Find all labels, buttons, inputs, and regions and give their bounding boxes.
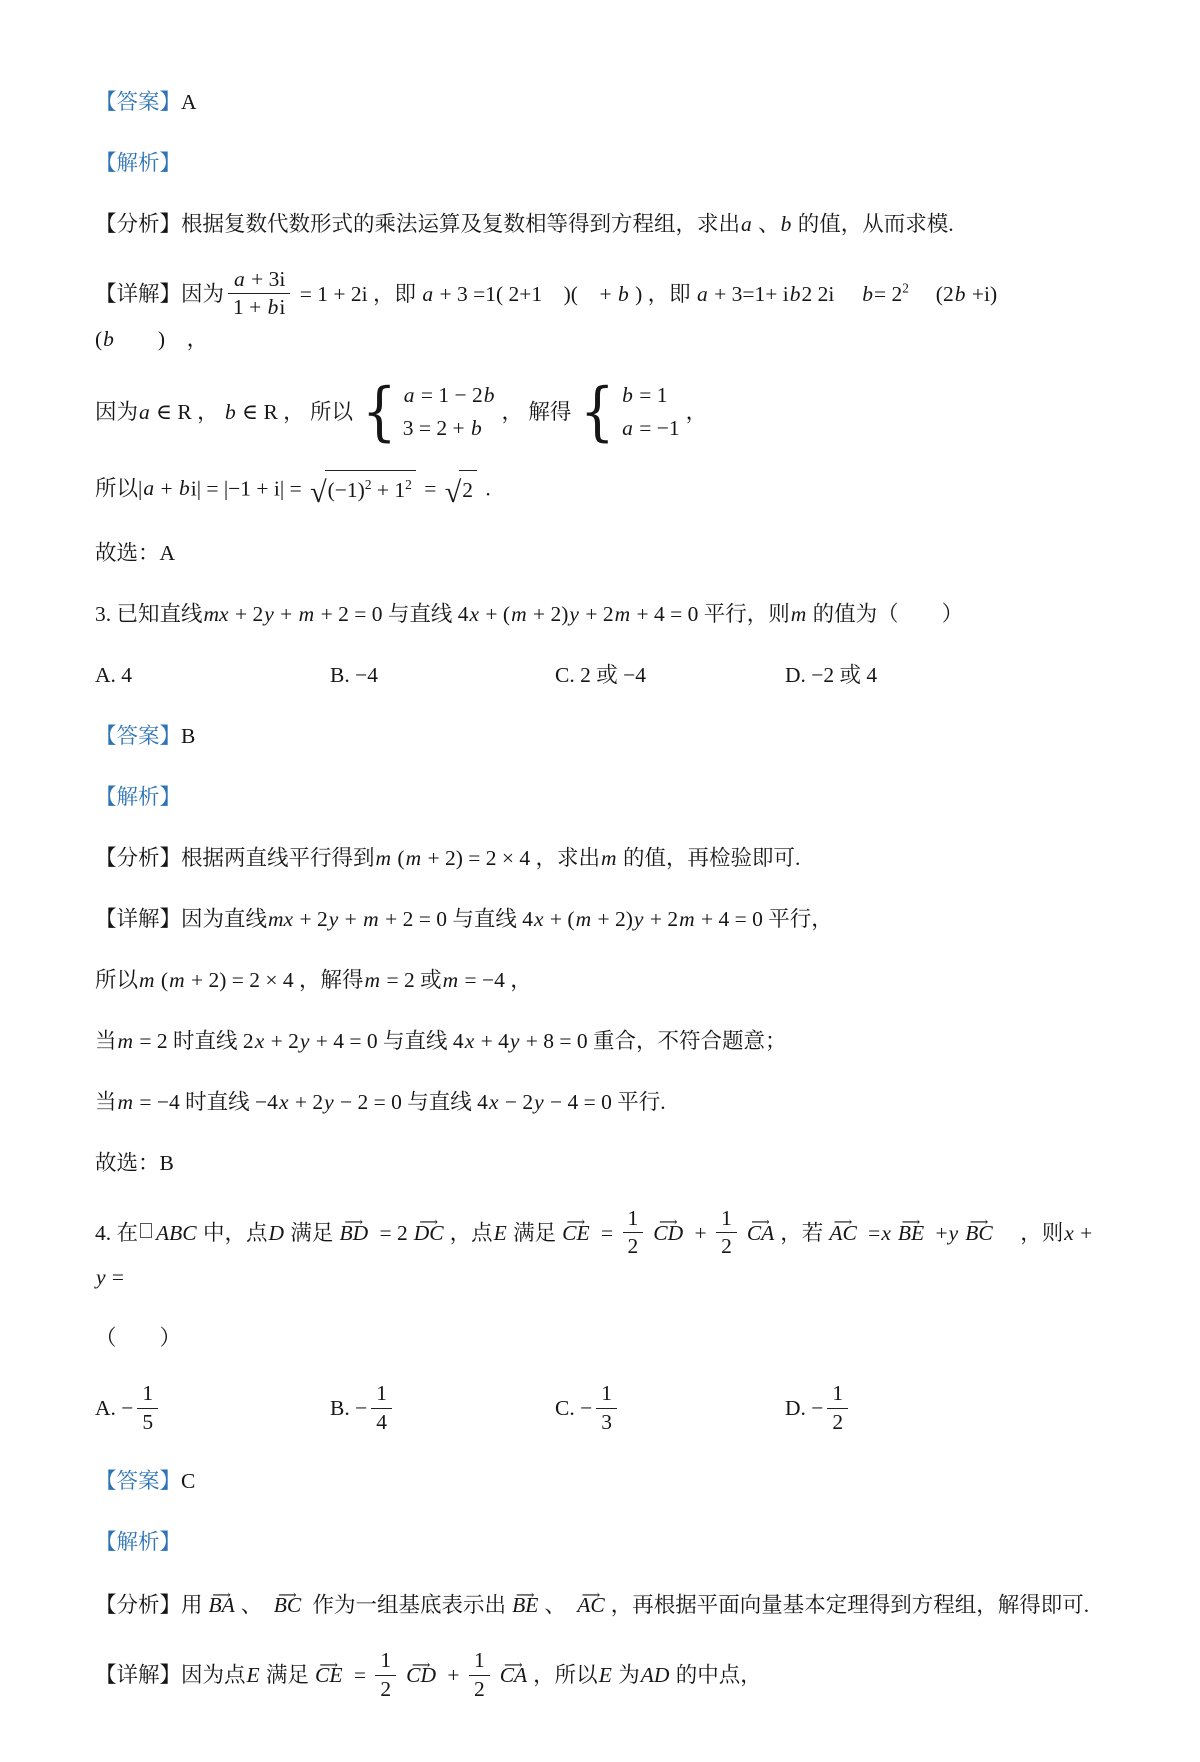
- text-run: 1: [721, 1205, 732, 1230]
- superscript: 2: [902, 280, 909, 296]
- fraction: [716, 1206, 737, 1260]
- math-variable: m: [575, 906, 592, 931]
- text-run: + 2: [265, 1028, 299, 1053]
- vector-CD: ⟶ CD: [404, 1659, 438, 1692]
- math-variable: a: [622, 416, 633, 441]
- math-variable: E: [493, 1220, 507, 1245]
- square-root: [310, 470, 416, 507]
- options-row: [95, 1383, 1108, 1437]
- math-variable: x: [881, 1220, 891, 1245]
- equation-row: [403, 415, 496, 441]
- vector-BE: ⟶ BE: [896, 1217, 926, 1250]
- text-run: 的值，从而求模.: [792, 212, 954, 236]
- text-run: =: [106, 1265, 125, 1290]
- text-run: 【详解】因为: [95, 281, 225, 306]
- text-run: 当: [95, 1028, 117, 1053]
- math-variable: y: [324, 1089, 334, 1114]
- solution-line: [95, 1147, 1108, 1180]
- text-run: 2 2i: [801, 281, 862, 306]
- math-variable: b: [225, 399, 236, 424]
- text-run: = 2 或: [381, 967, 442, 992]
- text-run: +: [274, 601, 298, 626]
- math-variable: x: [1064, 1220, 1074, 1245]
- text-run: 1: [627, 1205, 639, 1230]
- math-variable: y: [509, 1028, 520, 1053]
- math-variable: b: [178, 476, 190, 501]
- text-run: A: [181, 90, 197, 114]
- vector-DC: ⟶ DC: [412, 1217, 446, 1250]
- math-variable: ABC: [156, 1220, 197, 1245]
- fraction: [371, 1381, 392, 1435]
- text-run: ，再根据平面向量基本定理得到方程组，解得即可.: [610, 1593, 1090, 1618]
- math-variable: b: [471, 416, 482, 441]
- math-variable: m: [364, 967, 381, 992]
- math-variable: E: [598, 1662, 612, 1687]
- text-run: ，若: [780, 1220, 824, 1245]
- math-variable: AD: [640, 1662, 670, 1687]
- text-run: 、: [544, 1593, 572, 1618]
- text-run: + 3i: [245, 267, 286, 291]
- math-variable: x: [533, 906, 544, 931]
- fraction-numerator: [375, 1648, 396, 1675]
- text-run: i| = |−1 + i| =: [190, 476, 308, 501]
- solution-line: [95, 964, 1108, 997]
- text-run: 2: [721, 1234, 732, 1259]
- solution-line: [95, 1086, 1108, 1119]
- text-run: 的中点，: [670, 1662, 762, 1687]
- math-variable: m: [614, 601, 631, 626]
- radical-sign: √: [310, 474, 327, 509]
- text-run: + 2: [579, 601, 614, 626]
- equation-system-rows: [621, 382, 680, 441]
- text-run: +: [930, 1220, 948, 1245]
- text-run: 1: [832, 1381, 844, 1406]
- math-variable: b: [483, 383, 495, 408]
- option-cell: [785, 659, 1108, 692]
- text-run: i: [279, 295, 286, 320]
- text-run: C. −: [555, 1396, 593, 1421]
- text-run: 【分析】根据复数代数形式的乘法运算及复数相等得到方程组，求出: [95, 212, 741, 236]
- text-run: ∈ R ，: [150, 399, 225, 424]
- text-run: = −1: [633, 416, 680, 441]
- question-line: [95, 598, 1108, 631]
- text-run: + 4 = 0 与直线 4: [310, 1028, 464, 1053]
- math-variable: m: [298, 601, 315, 626]
- text-run: = 1: [633, 383, 668, 408]
- text-run: B. −: [330, 1396, 368, 1421]
- vector-CA: ⟶ CA: [498, 1659, 529, 1692]
- text-run: = 2: [374, 1220, 408, 1245]
- math-variable: a: [139, 399, 150, 424]
- option-cell: [95, 659, 330, 692]
- fraction-numerator: [371, 1381, 392, 1408]
- math-variable: mx: [203, 601, 229, 626]
- analysis-header: [95, 781, 1108, 814]
- text-run: =: [418, 476, 442, 501]
- fraction-denominator: [623, 1233, 644, 1259]
- math-variable: m: [511, 601, 527, 626]
- text-run: 4: [376, 1409, 387, 1434]
- text-run: + 2) = 2 × 4 ，解得: [185, 967, 364, 992]
- text-run: + 2): [527, 601, 569, 626]
- text-run: + 4 = 0 平行，: [695, 906, 833, 931]
- text-run: + 2 = 0 与直线 4: [315, 601, 469, 626]
- math-variable: x: [464, 1028, 475, 1053]
- text-run: (−1): [327, 477, 365, 502]
- solution-line: [95, 1587, 1108, 1622]
- text-run: 满足: [285, 1220, 334, 1245]
- text-run: 【详解】因为点: [95, 1662, 246, 1687]
- solution-line: [95, 374, 1108, 449]
- math-variable: x: [488, 1089, 499, 1114]
- text-run: 3: [601, 1409, 612, 1434]
- superscript: 2: [405, 476, 412, 492]
- text-run: +: [155, 476, 178, 501]
- text-run: + 2 = 0 与直线 4: [379, 906, 533, 931]
- math-variable: a: [741, 212, 752, 236]
- equation-row: [403, 382, 496, 408]
- math-variable: b: [103, 326, 114, 351]
- equation-system: [359, 374, 495, 449]
- fraction: [137, 1381, 158, 1435]
- text-run: + 2: [229, 601, 264, 626]
- analysis-header: [95, 1526, 1108, 1559]
- text-run: B. −4: [330, 662, 378, 687]
- math-variable: y: [534, 1089, 544, 1114]
- text-run: +: [1074, 1220, 1093, 1245]
- text-run: +: [339, 906, 363, 931]
- text-run: 2: [627, 1234, 639, 1259]
- text-run: = 1 − 2: [415, 383, 483, 408]
- vector-CA: ⟶ CA: [745, 1217, 776, 1250]
- fraction-denominator: [137, 1409, 158, 1435]
- text-run: =: [862, 1220, 881, 1245]
- text-run: 满足: [260, 1662, 310, 1687]
- fraction-denominator: [716, 1233, 737, 1259]
- math-variable: m: [117, 1028, 134, 1053]
- text-run: + (: [544, 906, 575, 931]
- text-run: = 1 + 2i ，即: [294, 281, 422, 306]
- text-run: D. −2 或 4: [785, 662, 878, 687]
- brace-glyph: {: [580, 374, 616, 449]
- math-variable: D: [268, 1220, 285, 1245]
- math-variable: m: [117, 1089, 134, 1114]
- text-run: 满足: [507, 1220, 557, 1245]
- math-variable: m: [679, 906, 695, 931]
- text-run: ，: [685, 399, 708, 424]
- math-variable: m: [363, 906, 379, 931]
- text-run: .: [479, 476, 491, 501]
- text-run: ，则: [998, 1220, 1064, 1245]
- fraction-numerator: [623, 1206, 644, 1233]
- math-variable: y: [299, 1028, 310, 1053]
- bracket-label: 【解析】: [95, 784, 182, 809]
- fraction: [228, 267, 290, 321]
- math-variable: a: [234, 267, 245, 291]
- text-run: 作为一组基底表示出: [307, 1593, 507, 1618]
- option-cell: [330, 1383, 555, 1437]
- text-run: （ ）: [95, 1326, 182, 1351]
- fraction-numerator: [596, 1381, 617, 1408]
- text-run: 因为: [95, 399, 139, 424]
- fraction: [596, 1381, 617, 1435]
- text-run: 3 = 2 +: [402, 416, 471, 441]
- math-variable: m: [601, 845, 617, 870]
- text-run: + 1: [371, 477, 406, 502]
- math-variable: y: [96, 1265, 106, 1290]
- text-run: ， 解得: [501, 399, 572, 424]
- text-run: 中，点: [197, 1220, 268, 1245]
- math-variable: a: [697, 281, 708, 306]
- text-run: C. 2 或 −4: [555, 662, 646, 687]
- text-run: =: [595, 1220, 619, 1245]
- text-run: 的值为（ ）: [807, 601, 964, 626]
- fraction-numerator: [228, 267, 290, 294]
- missing-glyph-box: [140, 1223, 152, 1238]
- solution-line: [95, 472, 1108, 509]
- text-run: + 4 = 0 平行，则: [631, 601, 790, 626]
- bracket-label: 【解析】: [95, 151, 182, 175]
- bracket-label: 【答案】: [95, 1469, 182, 1494]
- solution-line: [95, 269, 1108, 356]
- math-variable: m: [375, 845, 392, 870]
- solution-line: [95, 842, 1108, 875]
- fraction: [469, 1648, 490, 1702]
- text-run: 、: [240, 1593, 268, 1618]
- vector-CD: ⟶ CD: [651, 1217, 685, 1250]
- math-variable: m: [790, 601, 807, 626]
- vector-AC: ⟶ AC: [575, 1589, 606, 1622]
- fraction-numerator: [137, 1381, 158, 1408]
- equation-row: [621, 415, 680, 441]
- radicand: [459, 470, 477, 507]
- text-run: ) ，即: [629, 281, 697, 306]
- fraction-denominator: [371, 1409, 392, 1435]
- math-variable: b: [617, 281, 629, 306]
- text-run: + 2: [289, 1089, 324, 1114]
- text-run: B: [181, 723, 196, 748]
- text-run: 4. 在: [95, 1220, 139, 1245]
- text-run: 所以: [95, 476, 139, 501]
- text-run: 1: [142, 1381, 154, 1406]
- fraction-denominator: [827, 1409, 848, 1435]
- bracket-label: 【答案】: [95, 723, 182, 748]
- math-variable: y: [948, 1220, 959, 1245]
- equation-row: [621, 382, 680, 408]
- math-variable: y: [264, 601, 274, 626]
- text-run: 故选：A: [95, 540, 176, 565]
- math-variable: a: [403, 383, 415, 408]
- fraction-numerator: [716, 1206, 737, 1233]
- text-run: 、: [752, 212, 780, 236]
- option-cell: [330, 659, 555, 692]
- text-run: 故选：B: [95, 1150, 174, 1175]
- text-run: A. 4: [95, 662, 133, 687]
- text-run: 1: [376, 1381, 387, 1406]
- text-run: ) ，: [114, 326, 209, 351]
- text-run: + 4: [475, 1028, 509, 1053]
- vector-BC: ⟶ BC: [272, 1589, 303, 1622]
- options-row: [95, 659, 1108, 692]
- math-variable: m: [139, 967, 155, 992]
- math-variable: y: [569, 601, 579, 626]
- math-variable: mx: [268, 906, 294, 931]
- text-run: + 2) = 2 × 4 ，求出: [422, 845, 601, 870]
- fraction-denominator: [596, 1409, 617, 1435]
- text-run: 所以: [95, 967, 139, 992]
- math-variable: m: [169, 967, 185, 992]
- text-run: C: [181, 1469, 196, 1494]
- math-variable: x: [278, 1089, 289, 1114]
- text-run: 1: [380, 1648, 392, 1673]
- math-variable: x: [469, 601, 480, 626]
- solution-line: [95, 1650, 1108, 1704]
- analysis-header: [95, 147, 1108, 180]
- text-run: − 2 = 0 与直线 4: [334, 1089, 488, 1114]
- answer-line: [95, 720, 1108, 753]
- superscript: 2: [364, 476, 372, 492]
- vector-BC: ⟶ BC: [963, 1217, 994, 1250]
- math-variable: a: [143, 476, 155, 501]
- math-variable: b: [622, 383, 633, 408]
- text-run: − 4 = 0 平行.: [544, 1089, 666, 1114]
- solution-line: [95, 1322, 1108, 1355]
- text-run: 5: [142, 1409, 154, 1434]
- solution-line: [95, 208, 1108, 241]
- fraction: [623, 1206, 644, 1260]
- text-run: + 8 = 0 重合，不符合题意；: [520, 1028, 787, 1053]
- text-run: = 2: [873, 281, 903, 306]
- text-run: ，点: [449, 1220, 493, 1245]
- text-run: − 2: [499, 1089, 534, 1114]
- option-cell: [95, 1383, 330, 1437]
- text-run: 【分析】根据两直线平行得到: [95, 845, 375, 870]
- text-run: + 2: [644, 906, 679, 931]
- text-run: + 2: [294, 906, 328, 931]
- text-run: 1: [601, 1381, 612, 1406]
- fraction-denominator: [228, 294, 290, 320]
- vector-CE: ⟶ CE: [560, 1217, 591, 1250]
- text-run: + 3=1+ i: [708, 281, 789, 306]
- text-run: + (: [480, 601, 511, 626]
- text-run: +: [689, 1220, 713, 1245]
- math-variable: y: [633, 906, 644, 931]
- vector-CE: ⟶ CE: [313, 1659, 344, 1692]
- text-run: 【详解】因为直线: [95, 906, 268, 931]
- text-run: A. −: [95, 1396, 134, 1421]
- math-variable: m: [442, 967, 459, 992]
- text-run: +i) (: [95, 281, 1024, 351]
- text-run: D. −: [785, 1396, 824, 1421]
- text-run: 1: [473, 1648, 485, 1673]
- solution-line: [95, 1025, 1108, 1058]
- text-run: 2: [380, 1676, 392, 1701]
- solution-line: [95, 537, 1108, 570]
- text-run: 的值，再检验即可.: [617, 845, 801, 870]
- text-run: 【分析】用: [95, 1593, 203, 1618]
- text-run: ∈ R ， 所以: [236, 399, 354, 424]
- math-variable: a: [422, 281, 434, 306]
- text-run: =: [348, 1662, 372, 1687]
- vector-BD: ⟶ BD: [337, 1217, 370, 1250]
- math-variable: b: [780, 212, 792, 236]
- math-variable: b: [789, 281, 801, 306]
- fraction-numerator: [469, 1648, 490, 1675]
- option-cell: [555, 659, 785, 692]
- answer-line: [95, 1465, 1108, 1498]
- fraction: [375, 1648, 396, 1702]
- math-variable: y: [328, 906, 339, 931]
- text-run: 为: [612, 1662, 640, 1687]
- option-cell: [555, 1383, 785, 1437]
- equation-system: [577, 374, 680, 449]
- text-run: 1 +: [233, 295, 267, 320]
- brace-glyph: {: [362, 374, 397, 449]
- text-run: +: [442, 1662, 465, 1687]
- square-root: [445, 470, 477, 507]
- math-variable: b: [862, 281, 873, 306]
- vector-AC: ⟶ AC: [827, 1217, 858, 1250]
- bracket-label: 【答案】: [95, 90, 182, 114]
- text-run: 2: [462, 477, 473, 502]
- text-run: = −4 时直线 −4: [134, 1089, 278, 1114]
- vector-BA: ⟶ BA: [207, 1589, 237, 1622]
- fraction-numerator: [827, 1381, 848, 1408]
- text-run: (2: [908, 281, 954, 306]
- text-run: (: [392, 845, 405, 870]
- solution-line: [95, 903, 1108, 936]
- radicand: [325, 470, 416, 507]
- equation-system-rows: [403, 382, 496, 441]
- text-run: |: [138, 476, 143, 501]
- text-run: 3. 已知直线: [95, 601, 203, 626]
- text-run: + 2): [592, 906, 633, 931]
- text-run: (: [155, 967, 169, 992]
- vector-BE: ⟶ BE: [510, 1589, 540, 1622]
- fraction: [827, 1381, 848, 1435]
- math-variable: E: [246, 1662, 260, 1687]
- math-variable: b: [267, 295, 279, 320]
- text-run: 2: [473, 1676, 485, 1701]
- math-variable: b: [954, 281, 966, 306]
- bracket-label: 【解析】: [95, 1530, 182, 1555]
- math-variable: m: [405, 845, 422, 870]
- text-run: + 3 =1( 2+1 )( +: [434, 281, 617, 306]
- option-cell: [785, 1383, 1108, 1437]
- text-run: 当: [95, 1089, 117, 1114]
- text-run: 2: [832, 1409, 844, 1434]
- text-run: = −4 ，: [459, 967, 532, 992]
- radical-sign: √: [444, 474, 462, 509]
- text-run: = 2 时直线 2: [134, 1028, 254, 1053]
- text-run: ，所以: [533, 1662, 598, 1687]
- answer-line: [95, 86, 1108, 119]
- math-variable: x: [254, 1028, 265, 1053]
- question-line: [95, 1205, 1108, 1295]
